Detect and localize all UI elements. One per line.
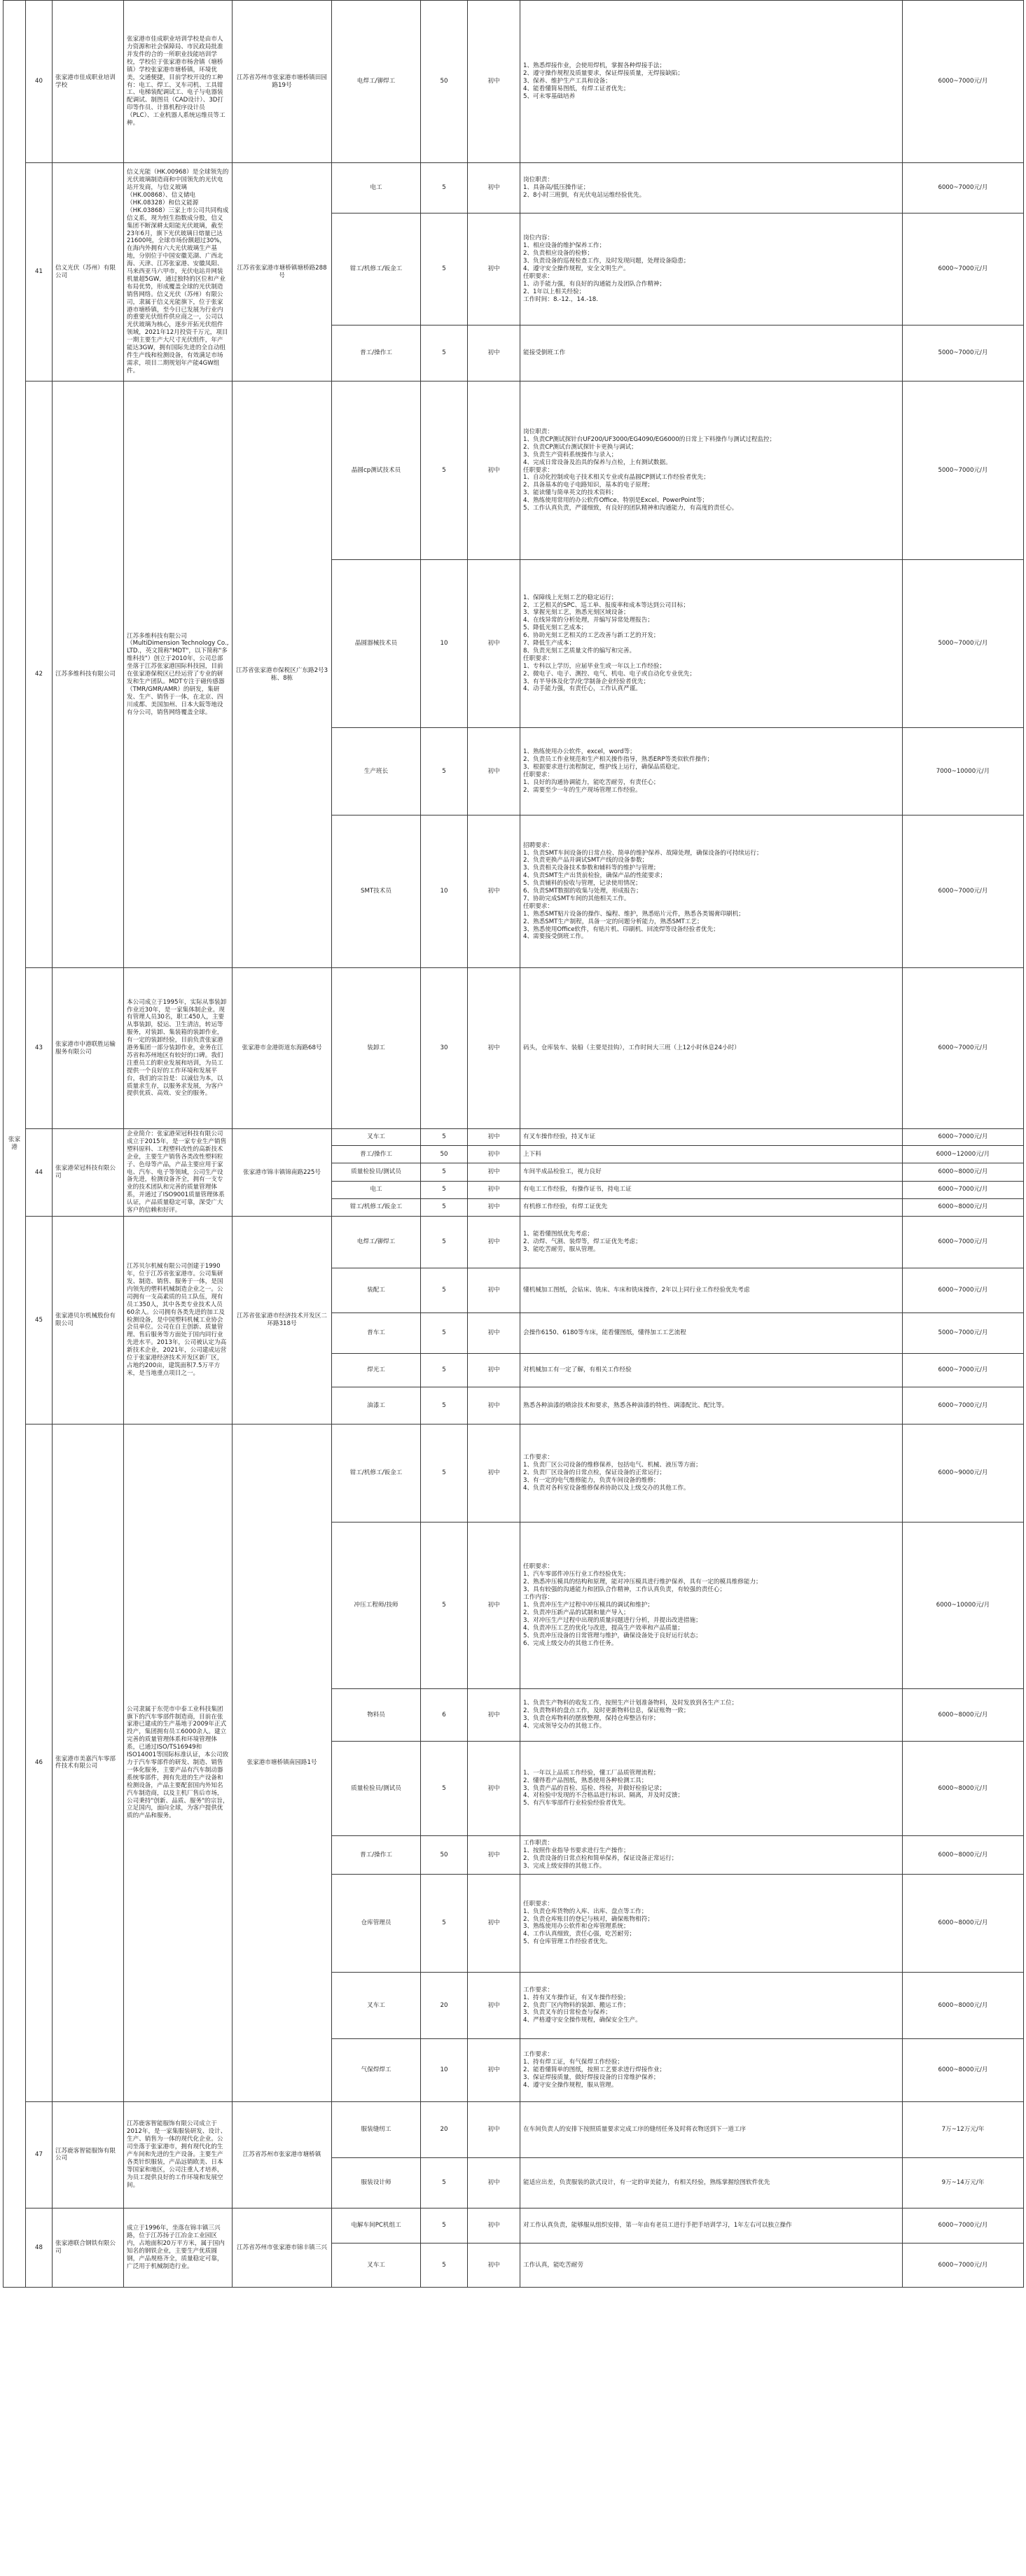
job-requirements-text: 1、保障线上光刻工艺的稳定运行； 2、工艺相关的SPC、巡工单、报废率和成本等达到公司目标； 3、掌握光刻工艺，熟悉光刻区域设备； 4、在线异常的分析处理，并编写异常处理报告； 5、降低光刻工艺成本； 6、协助光刻工艺相关的工艺改善与新工艺的开发； 7、降低生产成本； 8、负责光刻工艺质量文件的编写和完善。 任职要求： 1、专科以上学历，应届毕业生或一年以上工作经验； 2、微电子、电子、测控、电气、机电、电子或自动化专业优先； 3、有半导体及化学/化学制备企业经验者优先； 4、动手能力强，有责任心，工作认真严谨。 <box>523 594 696 693</box>
hire-count: 50 <box>421 1146 468 1163</box>
job-position: 钳工/机修工/钣金工 <box>332 1198 421 1216</box>
education-requirement: 初中 <box>468 560 520 728</box>
job-requirements-text: 能适应出差，负责服装的款式设计，有一定的审美能力，有相关经验，熟练掌握绘图软件优先 <box>523 2179 770 2187</box>
job-requirements-text: 招聘要求： 1、负责SMT车间设备的日常点检、简单的维护保养、故障处理，确保设备的可持续运行； 2、负责更换产品并调试SMT产线的设备参数； 3、负责相关设备技术参数和辅料等的维护与管理； 4、负责SMT生产出货前检验，确保产品的性能要求； 5、负责辅料的验收与管理，记录使用情况； 6、负责SMT数据的收集与处理，形成报告； 7、协助完成SMT车间的其他相关工作。 任职要求： 1、熟悉SMT贴片设备的操作、编程、维护，熟悉贴片元件，熟悉各类锡膏印刷机； 2、熟悉SMT生产制程，具备一定的问题分析能力，熟悉SMT工艺； 3、熟悉使用Office软件，有贴片机、印刷机、回流焊等设备经验者优先； 4、需要接受倒班工作。 <box>523 841 763 941</box>
salary-range: 5000~7000元/月 <box>903 560 1024 728</box>
education-requirement: 初中 <box>468 1387 520 1424</box>
job-position: 钳工/机修工/钣金工 <box>332 1424 421 1522</box>
job-position: 仓库管理员 <box>332 1874 421 1972</box>
education-requirement: 初中 <box>468 1268 520 1312</box>
salary-range: 6000~7000元/月 <box>903 214 1024 326</box>
salary-range: 6000~7000元/月 <box>903 1268 1024 1312</box>
job-requirements <box>520 2208 903 2243</box>
job-requirements <box>520 816 903 968</box>
job-requirements <box>520 1268 903 1312</box>
salary-range: 6000~7000元/月 <box>903 1353 1024 1387</box>
job-position: 质量检验员/测试员 <box>332 1741 421 1835</box>
education-requirement: 初中 <box>468 816 520 968</box>
job-requirements-text: 岗位职责： 1、负责CP测试探针台UF200/UF3000/EG4090/EG6000的日常上下料操作与测试过程监控； 2、负责CP测试台测试探针卡更换与调试； 3、负责生产资料系统操作与录入； 4、完成日常设备及治具的保养与点检，上有测试数据。 任职要求： 1、自动化控制或电子技术相关专业或有晶圆CP测试工作经验者优先； 2、具备基本的电子电路知识，基本的电子原理； 3、能读懂与简单英文的技术资料； 4、熟练使用常用的办公软件Office、特别是Excel、PowerPoint等； 5、工作认真负责，严谨细致，有良好的团队精神和沟通能力，有高度的责任心。 <box>523 428 776 512</box>
hire-count: 10 <box>421 2038 468 2101</box>
company-address: 江苏省张家港市保税区广东路2号3栋、8栋 <box>233 382 332 968</box>
company-intro: 成立于1996年，坐落在锦丰镇三兴路，位于江苏扬子江冶金工业园区内，占地面积20万平方米，属于国内知名的钢铁企业，主要生产优质圆钢，产品规格齐全，质量稳定可靠，广泛用于机械制造行业。 <box>124 2208 233 2287</box>
row-number: 48 <box>26 2208 53 2287</box>
education-requirement: 初中 <box>468 1353 520 1387</box>
job-requirements-text: 有电工工作经验，有操作证书，持电工证 <box>523 1186 632 1194</box>
job-requirements <box>520 1 903 163</box>
job-position: 电工 <box>332 1181 421 1198</box>
job-requirements <box>520 1972 903 2038</box>
job-requirements <box>520 2157 903 2208</box>
job-position: 质量检验员/测试员 <box>332 1163 421 1181</box>
row-number: 45 <box>26 1216 53 1424</box>
job-position: 物料员 <box>332 1688 421 1741</box>
salary-range: 6000~7000元/月 <box>903 816 1024 968</box>
education-requirement: 初中 <box>468 1 520 163</box>
table-row <box>4 2101 1024 2157</box>
job-requirements <box>520 326 903 382</box>
salary-range: 6000~7000元/月 <box>903 2243 1024 2287</box>
job-requirements-text: 码头，仓库装车、装船（主要是挂钩），工作时间大三班（上12小时休息24小时） <box>523 1044 740 1052</box>
salary-range: 7万~12万元/年 <box>903 2101 1024 2157</box>
hire-count: 5 <box>421 1198 468 1216</box>
job-requirements-text: 工作要求： 1、持有叉车操作证，有叉车操作经验； 2、负责厂区内物料的装卸、搬运工作； 3、负责叉车的日常检查与保养； 4、严格遵守安全操作规程，确保安全生产。 <box>523 1986 642 2024</box>
job-requirements-text: 1、一年以上品质工作经验，懂工厂品质管理流程； 2、懂得看产品图纸，熟悉使用各种检测工具； 3、负责产品的首检、巡检、终检，并做好检验记录； 4、对检验中发现的不合格品进行标识、隔离，并及时反馈； 5、有汽车零部件行业检验经验者优先。 <box>523 1769 684 1807</box>
company-intro: 企业简介：张家港荣冠科技有限公司成立于2015年，是一家专业生产销售塑料原料、工程塑料改性的高新技术企业，主要生产销售各类改性塑料粒子、色母等产品，产品主要应用于家电、汽车、电子等领域，公司生产设备先进，检测设备齐全，拥有一支专业的技术团队和完善的质量管理体系，并通过了ISO9001质量管理体系认证，产品质量稳定可靠，深受广大客户的信赖和好评。 <box>124 1129 233 1217</box>
hire-count: 5 <box>421 1387 468 1424</box>
company-address: 张家港市塘桥镇南园路1号 <box>233 1424 332 2101</box>
row-number: 44 <box>26 1129 53 1217</box>
job-requirements-text: 工作认真，能吃苦耐劳 <box>523 2261 583 2269</box>
company-name: 江苏多维科技有限公司 <box>53 382 124 968</box>
job-requirements-text: 工作要求： 1、负责厂区公司设备的维修保养，包括电气、机械、液压等方面； 2、负责厂区设备的日常点检，保证设备的正常运行； 3、有一定的电气维修能力，负责车间设备的维修； 4、负责对各科室设备维修保养协助以及上级交办的其他工作。 <box>523 1454 702 1492</box>
job-listing-table <box>3 0 1024 2288</box>
salary-range: 6000~7000元/月 <box>903 1129 1024 1146</box>
job-position: 气保焊焊工 <box>332 2038 421 2101</box>
job-requirements-text: 有叉车操作经验，持叉车证 <box>523 1133 596 1141</box>
table-row <box>4 1 1024 163</box>
salary-range: 6000~9000元/月 <box>903 1424 1024 1522</box>
job-requirements <box>520 1163 903 1181</box>
job-position: 电焊工/铆焊工 <box>332 1 421 163</box>
hire-count: 30 <box>421 968 468 1129</box>
row-number: 47 <box>26 2101 53 2208</box>
hire-count: 20 <box>421 1972 468 2038</box>
row-number: 42 <box>26 382 53 968</box>
education-requirement: 初中 <box>468 1835 520 1874</box>
salary-range: 5000~7000元/月 <box>903 1312 1024 1353</box>
salary-range: 6000~7000元/月 <box>903 1387 1024 1424</box>
hire-count: 5 <box>421 1129 468 1146</box>
hire-count: 5 <box>421 2243 468 2287</box>
job-requirements <box>520 560 903 728</box>
hire-count: 5 <box>421 2157 468 2208</box>
company-intro: 公司隶属于东莞市中泰工业科技集团旗下的汽车零部件制造商，目前在张家港已建成的生产基地于2009年正式投产，集团拥有员工6000余人。建立完善的质量管理体系和环境管理体系，已通过ISO/TS16949和ISO14001等国际标准认证，本公司致力于汽车零部件的研发、制造、销售一体化服务，主要产品有汽车制动器系统零部件，拥有先进的生产设备和检测设备，产品主要配套国内外知名汽车制造商，以及主机厂售后市场，公司秉持"创新、品质、服务"的宗旨，立足国内，面向全球，为客户提供优质的产品和服务。 <box>124 1424 233 2101</box>
company-intro: 本公司成立于1995年，实际从事装卸作业近30年，是一家集体制企业。现有管理人员30名，职工450人，主要从事装卸，驳运、卫生清洁，转运等服务，对装卸、集装箱的装卸作业，有一定的装卸经验，目前负责张家港港务集团一部分装卸作业，业务在江苏省和苏州地区有较好的口碑。我们注重员工的职业发展和培训，为员工提供一个良好的工作环境和发展平台，我们的宗旨是：以诚信为本，以质量求生存，以服务求发展，为客户提供优质、高效、安全的服务。 <box>124 968 233 1129</box>
hire-count: 5 <box>421 1424 468 1522</box>
job-requirements <box>520 1688 903 1741</box>
hire-count: 5 <box>421 2208 468 2243</box>
job-requirements-text: 岗位内容： 1、相应设备的维护保养工作； 2、负责相应设备的检修； 3、负责设备的巡视检查工作，及时发现问题，处理设备隐患； 4、遵守安全操作规程，安全文明生产。 任职要求： 1、动手能力强，有良好的沟通能力及团队合作精神； 2、1年以上相关经验； 工作时间：8.-12.，14.-18. <box>523 234 690 303</box>
job-position: 焊光工 <box>332 1353 421 1387</box>
job-position: 装卸工 <box>332 968 421 1129</box>
hire-count: 50 <box>421 1835 468 1874</box>
hire-count: 5 <box>421 1522 468 1688</box>
job-requirements-text: 1、熟悉焊接作业，会使用焊机，掌握各种焊接手法； 2、遵守操作规程及质量要求，保证焊接质量，无焊接缺陷； 3、保养、维护生产工具和设备； 4、能看懂简易图纸，有焊工证者优先； 5、可未零基础培养 <box>523 62 684 100</box>
hire-count: 20 <box>421 2101 468 2157</box>
hire-count: 5 <box>421 728 468 816</box>
row-number: 43 <box>26 968 53 1129</box>
education-requirement: 初中 <box>468 2208 520 2243</box>
job-requirements <box>520 382 903 560</box>
company-name: 江苏鹿客智能服饰有限公司 <box>53 2101 124 2208</box>
job-position: 装配工 <box>332 1268 421 1312</box>
company-name: 张家港市佳成职业培训学校 <box>53 1 124 163</box>
education-requirement: 初中 <box>468 1129 520 1146</box>
job-position: 普工/操作工 <box>332 1146 421 1163</box>
row-number: 46 <box>26 1424 53 2101</box>
table-row <box>4 163 1024 214</box>
job-requirements-text: 工作职责： 1、按照作业指导书要求进行生产操作； 2、负责设备的日常点检和简单保养，保证设备正常运行； 3、完成上级安排的其他工作。 <box>523 1840 678 1870</box>
hire-count: 5 <box>421 382 468 560</box>
job-position: 冲压工程师/技师 <box>332 1522 421 1688</box>
job-requirements-text: 上下料 <box>523 1150 541 1158</box>
company-name: 张家港荣冠科技有限公司 <box>53 1129 124 1217</box>
education-requirement: 初中 <box>468 382 520 560</box>
job-requirements <box>520 1216 903 1268</box>
job-requirements-text: 有机修工作经验，有焊工证优先 <box>523 1203 608 1211</box>
job-requirements-text: 在车间负责人的安排下按照质量要求完成工序的缝纫任务及时将衣物送到下一道工序 <box>523 2126 746 2134</box>
salary-range: 6000~8000元/月 <box>903 2038 1024 2101</box>
hire-count: 5 <box>421 1874 468 1972</box>
company-name: 信义光伏（苏州）有限公司 <box>53 163 124 382</box>
job-requirements <box>520 1353 903 1387</box>
company-address: 江苏省苏州市张家港市锦丰镇三兴 <box>233 2208 332 2287</box>
hire-count: 10 <box>421 560 468 728</box>
job-requirements <box>520 968 903 1129</box>
education-requirement: 初中 <box>468 1972 520 2038</box>
job-position: 普工/操作工 <box>332 326 421 382</box>
job-requirements <box>520 2038 903 2101</box>
hire-count: 5 <box>421 214 468 326</box>
salary-range: 6000~8000元/月 <box>903 1835 1024 1874</box>
job-requirements-text: 车间半成品检验工，视力良好 <box>523 1168 602 1175</box>
job-position: 钳工/机修工/钣金工 <box>332 214 421 326</box>
job-position: 电工 <box>332 163 421 214</box>
education-requirement: 初中 <box>468 2101 520 2157</box>
job-requirements-text: 会操作6150、6180等车床，能看懂图纸，懂得加工工艺流程 <box>523 1329 686 1337</box>
job-requirements-text: 任职要求： 1、负责仓库货物的入库、出库、盘点等工作； 2、负责仓库账目的登记与核对，确保账物相符； 3、熟练使用办公软件和仓库管理系统； 4、工作认真细致，责任心强，吃苦耐劳； 5、有仓库管理工作经验者优先。 <box>523 1900 653 1946</box>
job-requirements-text: 1、能看懂图纸优先考虑； 2、动焊、气割、装焊等，焊工证优先考虑； 3、能吃苦耐劳，服从管理。 <box>523 1231 642 1253</box>
education-requirement: 初中 <box>468 1312 520 1353</box>
company-address: 江苏省张家港市经济技术开发区二环路318号 <box>233 1216 332 1424</box>
company-intro: 江苏鹿客智能服饰有限公司成立于2012年，是一家集服装研发、设计、生产、销售为一体的现代化企业。公司坐落于张家港市，拥有现代化的生产车间和先进的生产设备。主要生产各类针织服装，产品远销欧美、日本等国家和地区，公司注重人才培养，为员工提供良好的工作环境和发展空间。 <box>124 2101 233 2208</box>
company-address: 江苏省苏州市张家港市塘桥镇田园路19号 <box>233 1 332 163</box>
job-requirements <box>520 728 903 816</box>
hire-count: 5 <box>421 1181 468 1198</box>
hire-count: 5 <box>421 1216 468 1268</box>
job-requirements <box>520 1424 903 1522</box>
salary-range: 6000~12000元/月 <box>903 1146 1024 1163</box>
hire-count: 5 <box>421 1312 468 1353</box>
job-requirements <box>520 163 903 214</box>
salary-range: 5000~7000元/月 <box>903 382 1024 560</box>
row-number: 40 <box>26 1 53 163</box>
hire-count: 10 <box>421 816 468 968</box>
job-requirements-text: 任职要求： 1、汽车零部件冲压行业工作经验优先； 2、熟悉冲压模具的结构和原理，能对冲压模具进行维护保养，具有一定的模具维修能力； 3、具有较强的沟通能力和团队合作精神，工作认真负责，有较强的责任心； 工作内容： 1、负责冲压生产过程中冲压模具的调试和维护； 2、负责冲压新产品的试制和量产导入； 3、对冲压生产过程中出现的质量问题进行分析，并提出改进措施； 4、负责冲压工艺的优化与改进，提高生产效率和产品质量； 5、负责冲压设备的日常管理与维护，确保设备处于良好运行状态； 6、完成上级交办的其他工作任务。 <box>523 1563 762 1647</box>
education-requirement: 初中 <box>468 728 520 816</box>
job-requirements-text: 工作要求： 1、持有焊工证，有气保焊工作经验； 2、能看懂简单的图纸，按照工艺要求进行焊接作业； 3、保证焊接质量，做好焊接设备的日常维护保养； 4、遵守安全操作规程，服从管理。 <box>523 2051 666 2089</box>
education-requirement: 初中 <box>468 1216 520 1268</box>
education-requirement: 初中 <box>468 1522 520 1688</box>
company-intro: 张家港市佳成职业培训学校是由市人力资源和社会保障局、市民政局批准并发件的合的一所职业技能培训学校，学校位于张家港市杨舍镇（塘桥镇）学校张家港市塘桥镇，环境优美，交通便捷，目前学校开设的工种有：电工、焊工、叉车司机、工具钳工、电梯装配调试工、电子与电器装配调试、制图员（CAD设计）、3D打印等作员、计算机程序设计员（PLC）、工业机器人系统运维员等工种。 <box>124 1 233 163</box>
table-row <box>4 2208 1024 2243</box>
education-requirement: 初中 <box>468 1741 520 1835</box>
salary-range: 6000~7000元/月 <box>903 1216 1024 1268</box>
job-requirements-text: 1、熟练使用办公软件，excel，word等； 2、负责员工作业规范和生产相关操作指导，熟悉ERP等类似软件操作； 3、根据要求进行流程制定，维护线上运行，确保品质稳定。 任职要求： 1、良好的沟通协调能力，能吃苦耐劳，有责任心； 2、需要至少一年的生产现场管理工作经验。 <box>523 748 714 794</box>
job-position: 电焊工/铆焊工 <box>332 1216 421 1268</box>
job-requirements <box>520 1198 903 1216</box>
hire-count: 5 <box>421 326 468 382</box>
row-number: 41 <box>26 163 53 382</box>
education-requirement: 初中 <box>468 1181 520 1198</box>
job-requirements-text: 熟悉各种油漆的喷涂技术和要求，熟悉各种油漆的特性、调漆配比、配比等。 <box>523 1401 728 1409</box>
table-row <box>4 968 1024 1129</box>
education-requirement: 初中 <box>468 2038 520 2101</box>
company-intro: 信义光能（HK.00968）是全球领先的光伏玻璃制造商和中国领先的光伏电站开发商，与信义玻璃（HK.00868）、信义储电（HK.08328）和信义能源（HK.03868）三家上市公司共同构成信义系，现为恒生指数成分股，信义集团不断深耕太阳能光伏玻璃，截至23年6月，旗下光伏玻璃日熔量已达21600吨，全球市场份额超过30%，在海内外拥有六大光伏玻璃生产基地，分别位于中国安徽芜湖、广西北海、天津、江苏张家港、安徽凤阳、马来西亚马六甲市，光伏电站并网装机量超5GW，通过独特的区位和产业布局优势，形成覆盖全球的光伏制造销售网络。信义光伏（苏州）有限公司，隶属于信义光能旗下，位于张家港市塘桥镇，至今日已发展为行业内的重要光伏组件供应商之一，公司以光伏玻璃为核心，逐步开拓光伏组件领域，2021年12月投资千万元，项目一期主要生产大尺寸光伏组件，年产能达3GW，拥有国际先进的全自动组件生产线和检测设备，有效满足市场需求，项目二期规划年产能4GW组件。 <box>124 163 233 382</box>
job-requirements-text: 对机械加工有一定了解，有相关工作经验 <box>523 1366 632 1374</box>
company-address: 张家港市锦丰镇锦南路225号 <box>233 1129 332 1217</box>
salary-range: 6000~7000元/月 <box>903 163 1024 214</box>
salary-range: 6000~7000元/月 <box>903 1 1024 163</box>
education-requirement: 初中 <box>468 326 520 382</box>
job-requirements <box>520 1129 903 1146</box>
job-requirements-text: 对工作认真负责，能够服从组织安排，第一年由有老员工进行手把手培训学习，1年左右可以独立操作 <box>523 2222 792 2230</box>
hire-count: 5 <box>421 163 468 214</box>
company-address: 江苏省苏州市张家港市塘桥镇 <box>233 2101 332 2208</box>
hire-count: 6 <box>421 1688 468 1741</box>
hire-count: 5 <box>421 1163 468 1181</box>
job-requirements-text: 1、负责生产物料的收发工作，按照生产计划准备物料，及时发放到各生产工位； 2、负责物料的盘点工作，及时更新物料信息，保证账物一致； 3、负责仓库物料的摆放整理，保持仓库整洁有序； 4、完成领导交办的其他工作。 <box>523 1700 738 1730</box>
job-position: SMT技术员 <box>332 816 421 968</box>
salary-range: 6000~7000元/月 <box>903 1181 1024 1198</box>
job-requirements-text: 懂机械加工图纸，会钻床、铣床、车床和铣床操作，2年以上同行业工作经验优先考虑 <box>523 1287 750 1294</box>
salary-range: 6000~8000元/月 <box>903 1741 1024 1835</box>
salary-range: 6000~8000元/月 <box>903 1972 1024 2038</box>
job-position: 晶圆cp测试技术员 <box>332 382 421 560</box>
job-requirements <box>520 2101 903 2157</box>
company-intro: 江苏多维科技有限公司（MultiDimension Technology Co., LTD.，英文简称"MDT"，以下简称"多维科技"）创立于2010年，公司总部坐落于江苏张家港国际科技园，目前在张家港保税区已经运营了专业的研发和生产团队。MDT专注于磁传感器（TMR/GMR/AMR）的研发，集研发、生产、销售于一体，在北京、四川成都、美国加州、日本大阪等地设有分公司，销售网络覆盖全球。 <box>124 382 233 968</box>
education-requirement: 初中 <box>468 163 520 214</box>
job-position: 服装缝纫工 <box>332 2101 421 2157</box>
company-name: 张家港市美嘉汽车零部件技术有限公司 <box>53 1424 124 2101</box>
education-requirement: 初中 <box>468 2157 520 2208</box>
education-requirement: 初中 <box>468 214 520 326</box>
hire-count: 5 <box>421 1353 468 1387</box>
company-intro: 江苏贝尔机械有限公司创建于1990年，位于江苏省张家港市。公司集研发、制造、销售、服务于一体，是国内领先的塑料机械制造企业之一。公司拥有一支高素质的员工队伍，现有员工350人，其中各类专业技术人员60余人。公司拥有各类先进的加工及检测设备，是中国塑料机械工业协会会员单位。公司在自主创新、质量管理、售后服务等方面处于国内同行业先进水平。2013年，公司被认定为高新技术企业，2021年，公司建成运营位于张家港经济技术开发区新厂区，占地约200亩，建筑面积7.5万平方米，是当地重点项目之一。 <box>124 1216 233 1424</box>
hire-count: 50 <box>421 1 468 163</box>
salary-range: 6000~7000元/月 <box>903 968 1024 1129</box>
region-cell: 张家港 <box>4 1 26 2288</box>
job-requirements <box>520 1312 903 1353</box>
education-requirement: 初中 <box>468 1198 520 1216</box>
job-position: 叉车工 <box>332 2243 421 2287</box>
job-position: 电解车间PC机组工 <box>332 2208 421 2243</box>
education-requirement: 初中 <box>468 968 520 1129</box>
education-requirement: 初中 <box>468 1146 520 1163</box>
hire-count: 5 <box>421 1741 468 1835</box>
job-requirements-text: 能接受倒班工作 <box>523 349 566 357</box>
job-requirements <box>520 214 903 326</box>
education-requirement: 初中 <box>468 1874 520 1972</box>
salary-range: 5000~7000元/月 <box>903 326 1024 382</box>
job-requirements <box>520 1874 903 1972</box>
job-requirements <box>520 1146 903 1163</box>
job-position: 晶圆器械技术员 <box>332 560 421 728</box>
job-position: 叉车工 <box>332 1972 421 2038</box>
salary-range: 7000~10000元/月 <box>903 728 1024 816</box>
job-requirements <box>520 1522 903 1688</box>
job-requirements <box>520 2243 903 2287</box>
company-name: 张家港市中港联胜运输服务有限公司 <box>53 968 124 1129</box>
salary-range: 6000~7000元/月 <box>903 2208 1024 2243</box>
job-position: 服装设计师 <box>332 2157 421 2208</box>
company-address: 江苏省张家港市塘桥镇塘桥路288号 <box>233 163 332 382</box>
job-position: 生产班长 <box>332 728 421 816</box>
job-position: 普车工 <box>332 1312 421 1353</box>
company-address: 张家港市金港街道东海路68号 <box>233 968 332 1129</box>
salary-range: 6000~8000元/月 <box>903 1688 1024 1741</box>
hire-count: 5 <box>421 1268 468 1312</box>
job-requirements <box>520 1835 903 1874</box>
job-requirements-text: 岗位职责： 1、具备高/低压操作证； 2、8小时三班倒，有光伏电站运维经验优先。 <box>523 176 646 199</box>
salary-range: 6000~8000元/月 <box>903 1874 1024 1972</box>
table-row <box>4 382 1024 560</box>
education-requirement: 初中 <box>468 2243 520 2287</box>
table-row <box>4 1216 1024 1268</box>
salary-range: 6000~8000元/月 <box>903 1198 1024 1216</box>
company-name: 张家港联合钢铁有限公司 <box>53 2208 124 2287</box>
table-row <box>4 1129 1024 1146</box>
job-position: 油漆工 <box>332 1387 421 1424</box>
education-requirement: 初中 <box>468 1163 520 1181</box>
job-position: 叉车工 <box>332 1129 421 1146</box>
salary-range: 9万~14万元/年 <box>903 2157 1024 2208</box>
job-requirements <box>520 1181 903 1198</box>
salary-range: 6000~8000元/月 <box>903 1163 1024 1181</box>
company-name: 张家港贝尔机械股份有限公司 <box>53 1216 124 1424</box>
education-requirement: 初中 <box>468 1424 520 1522</box>
education-requirement: 初中 <box>468 1688 520 1741</box>
table-row <box>4 1424 1024 1522</box>
job-requirements <box>520 1741 903 1835</box>
job-position: 普工/操作工 <box>332 1835 421 1874</box>
job-requirements <box>520 1387 903 1424</box>
salary-range: 6000~10000元/月 <box>903 1522 1024 1688</box>
